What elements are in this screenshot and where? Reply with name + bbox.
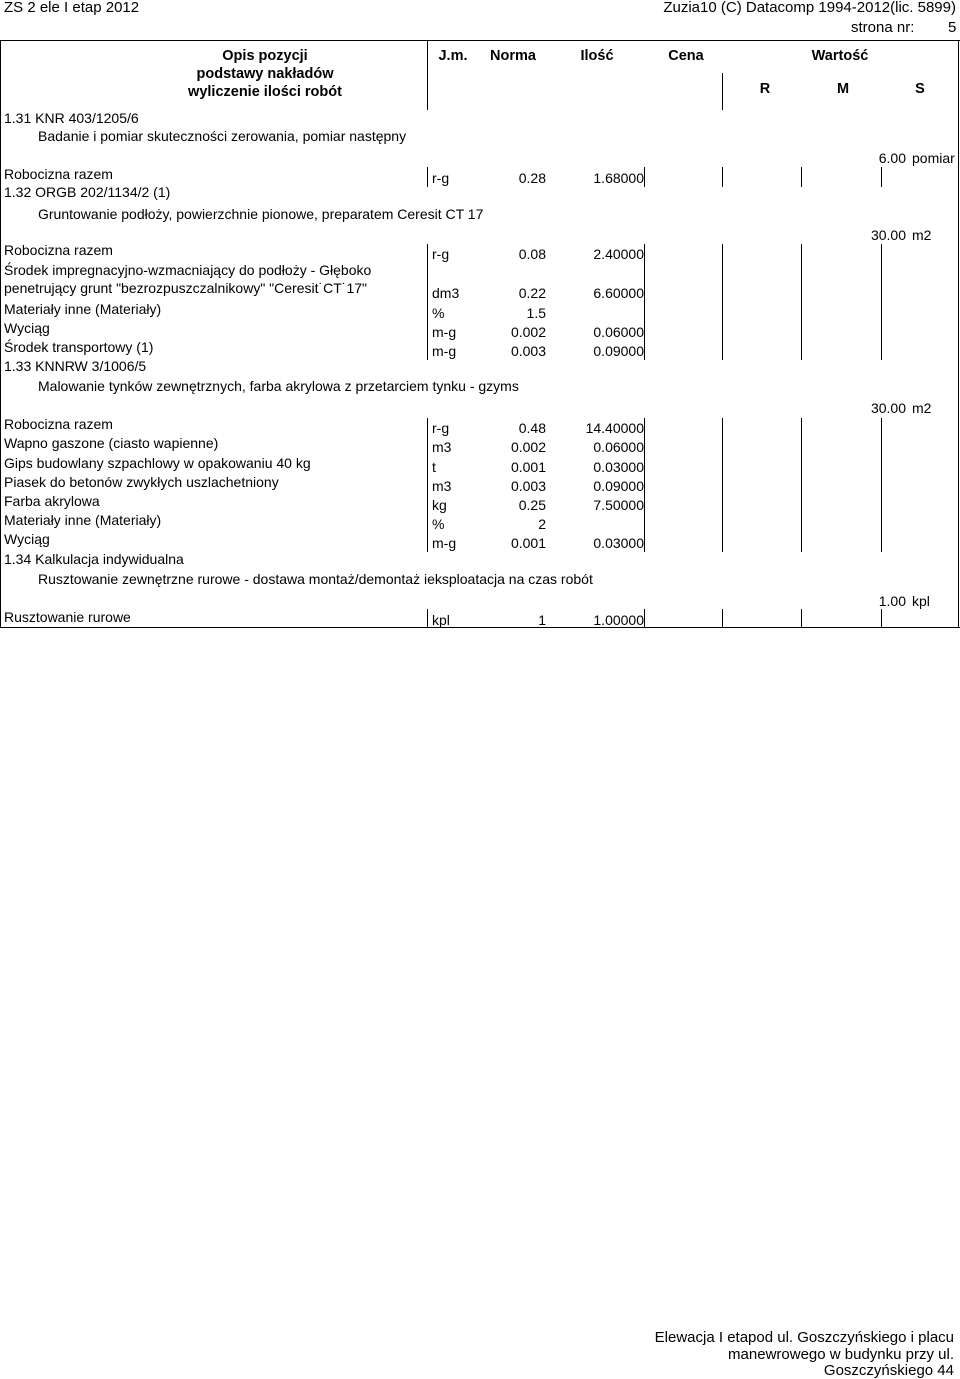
position-amount-unit: m2 [912,400,932,416]
row-name: Robocizna razem [4,166,113,182]
header-price: Cena [668,48,704,64]
col-divider [644,609,645,627]
col-divider [644,418,645,552]
col-divider [881,244,882,360]
document-title: ZS 2 ele I etap 2012 [4,0,140,16]
row-norm: 0.002 [510,439,546,455]
header-divider [722,73,723,110]
col-divider [644,167,645,187]
row-norm: 0.002 [510,324,546,340]
row-name: Wapno gaszone (ciasto wapienne) [4,435,219,451]
row-unit: r-g [432,246,450,262]
position-amount: 1.00 [878,593,906,609]
col-divider [801,418,802,552]
position-amount-unit: pomiar [912,150,955,166]
row-qty: 0.09000 [593,478,644,494]
footer-line3: Goszczyńskiego 44 [823,1362,954,1379]
table-top-border [0,40,960,41]
header-value: Wartość [811,48,869,64]
row-norm: 1.5 [526,305,546,321]
row-norm: 0.003 [510,343,546,359]
row-norm: 0.08 [518,246,546,262]
row-name: Materiały inne (Materiały) [4,301,162,317]
position-description: Gruntowanie podłoży, powierzchnie pionowe, preparatem Ceresit CT 17 [38,206,484,222]
row-norm: 1 [538,612,546,628]
footer-line1: Elewacja I etapod ul. Goszczyńskiego i placu [654,1329,954,1346]
row-qty: 0.09000 [593,343,644,359]
row-unit: m3 [432,439,452,455]
row-unit: m-g [432,535,457,551]
row-name-continued: penetrujący grunt "bezrozpuszczalnikowy" "Ceresit˙CT˙17" [4,280,368,296]
row-norm: 0.25 [518,497,546,513]
col-divider [881,609,882,627]
page-number-label: strona nr: [851,19,915,36]
col-divider [722,167,723,187]
col-divider [427,244,428,360]
footer-line2: manewrowego w budynku przy ul. [728,1346,954,1363]
row-norm: 0.001 [510,535,546,551]
row-qty: 1.68000 [593,170,644,186]
row-norm: 0.28 [518,170,546,186]
row-unit: m3 [432,478,452,494]
col-divider [881,418,882,552]
col-divider [427,167,428,187]
row-qty: 2.40000 [593,246,644,262]
header-s: S [915,81,925,97]
header-unit: J.m. [438,48,468,64]
row-name: Piasek do betonów zwykłych uszlachetniony [4,474,279,490]
row-name: Materiały inne (Materiały) [4,512,162,528]
row-name: Gips budowlany szpachlowy w opakowaniu 40 kg [4,455,311,471]
row-norm: 0.003 [510,478,546,494]
row-unit: r-g [432,420,450,436]
row-qty: 6.60000 [593,285,644,301]
col-divider [801,167,802,187]
header-desc-line2: podstawy nakładów [196,66,334,82]
position-amount: 6.00 [878,150,906,166]
position-code: 1.31 KNR 403/1205/6 [4,110,139,126]
col-divider [427,418,428,552]
row-name: Środek impregnacyjno-wzmacniający do podłoży - Głęboko [4,262,372,278]
row-name: Robocizna razem [4,416,113,432]
row-name: Rusztowanie rurowe [4,609,131,625]
row-norm: 2 [538,516,546,532]
program-info: Zuzia10 (C) Datacomp 1994-2012(lic. 5899) [663,0,956,16]
row-name: Robocizna razem [4,242,113,258]
header-desc-line1: Opis pozycji [222,48,308,64]
row-unit: % [432,516,445,532]
position-amount: 30.00 [870,400,906,416]
position-code: 1.34 Kalkulacja indywidualna [4,551,184,567]
row-unit: dm3 [432,285,460,301]
row-norm: 0.001 [510,459,546,475]
position-code: 1.33 KNNRW 3/1006/5 [4,358,147,374]
position-amount-unit: kpl [912,593,930,609]
page-number: 5 [948,19,957,36]
row-norm: 0.48 [518,420,546,436]
row-qty: 0.06000 [593,324,644,340]
header-r: R [759,81,771,97]
position-code: 1.32 ORGB 202/1134/2 (1) [4,184,171,200]
row-qty: 0.06000 [593,439,644,455]
row-unit: r-g [432,170,450,186]
header-desc-line3: wyliczenie ilości robót [188,84,342,100]
position-amount: 30.00 [870,227,906,243]
row-name: Wyciąg [4,320,50,336]
col-divider [427,609,428,627]
position-description: Malowanie tynków zewnętrznych, farba akrylowa z przetarciem tynku - gzyms [38,378,519,394]
col-divider [722,244,723,360]
header-qty: Ilość [580,48,614,64]
col-divider [644,244,645,360]
row-unit: m-g [432,324,457,340]
row-qty: 1.00000 [593,612,644,628]
row-qty: 14.40000 [585,420,644,436]
position-description: Badanie i pomiar skuteczności zerowania, pomiar następny [38,128,407,144]
table-left-border [0,40,1,628]
row-name: Wyciąg [4,531,50,547]
row-unit: kpl [432,612,450,628]
position-amount-unit: m2 [912,227,932,243]
row-unit: t [432,459,436,475]
row-name: Farba akrylowa [4,493,100,509]
col-divider [801,609,802,627]
row-qty: 0.03000 [593,459,644,475]
row-unit: m-g [432,343,457,359]
table-right-border [958,40,959,628]
col-divider [881,167,882,187]
row-qty: 7.50000 [593,497,644,513]
position-description: Rusztowanie zewnętrzne rurowe - dostawa montaż/demontaż ieksploatacja na czas robót [38,571,593,587]
row-norm: 0.22 [518,285,546,301]
row-unit: % [432,305,445,321]
row-qty: 0.03000 [593,535,644,551]
col-divider [801,244,802,360]
col-divider [722,418,723,552]
table-bottom-border [0,627,960,628]
header-norm: Norma [490,48,536,64]
col-divider [722,609,723,627]
header-m: M [836,81,850,97]
row-unit: kg [432,497,447,513]
row-name: Środek transportowy (1) [4,339,154,355]
